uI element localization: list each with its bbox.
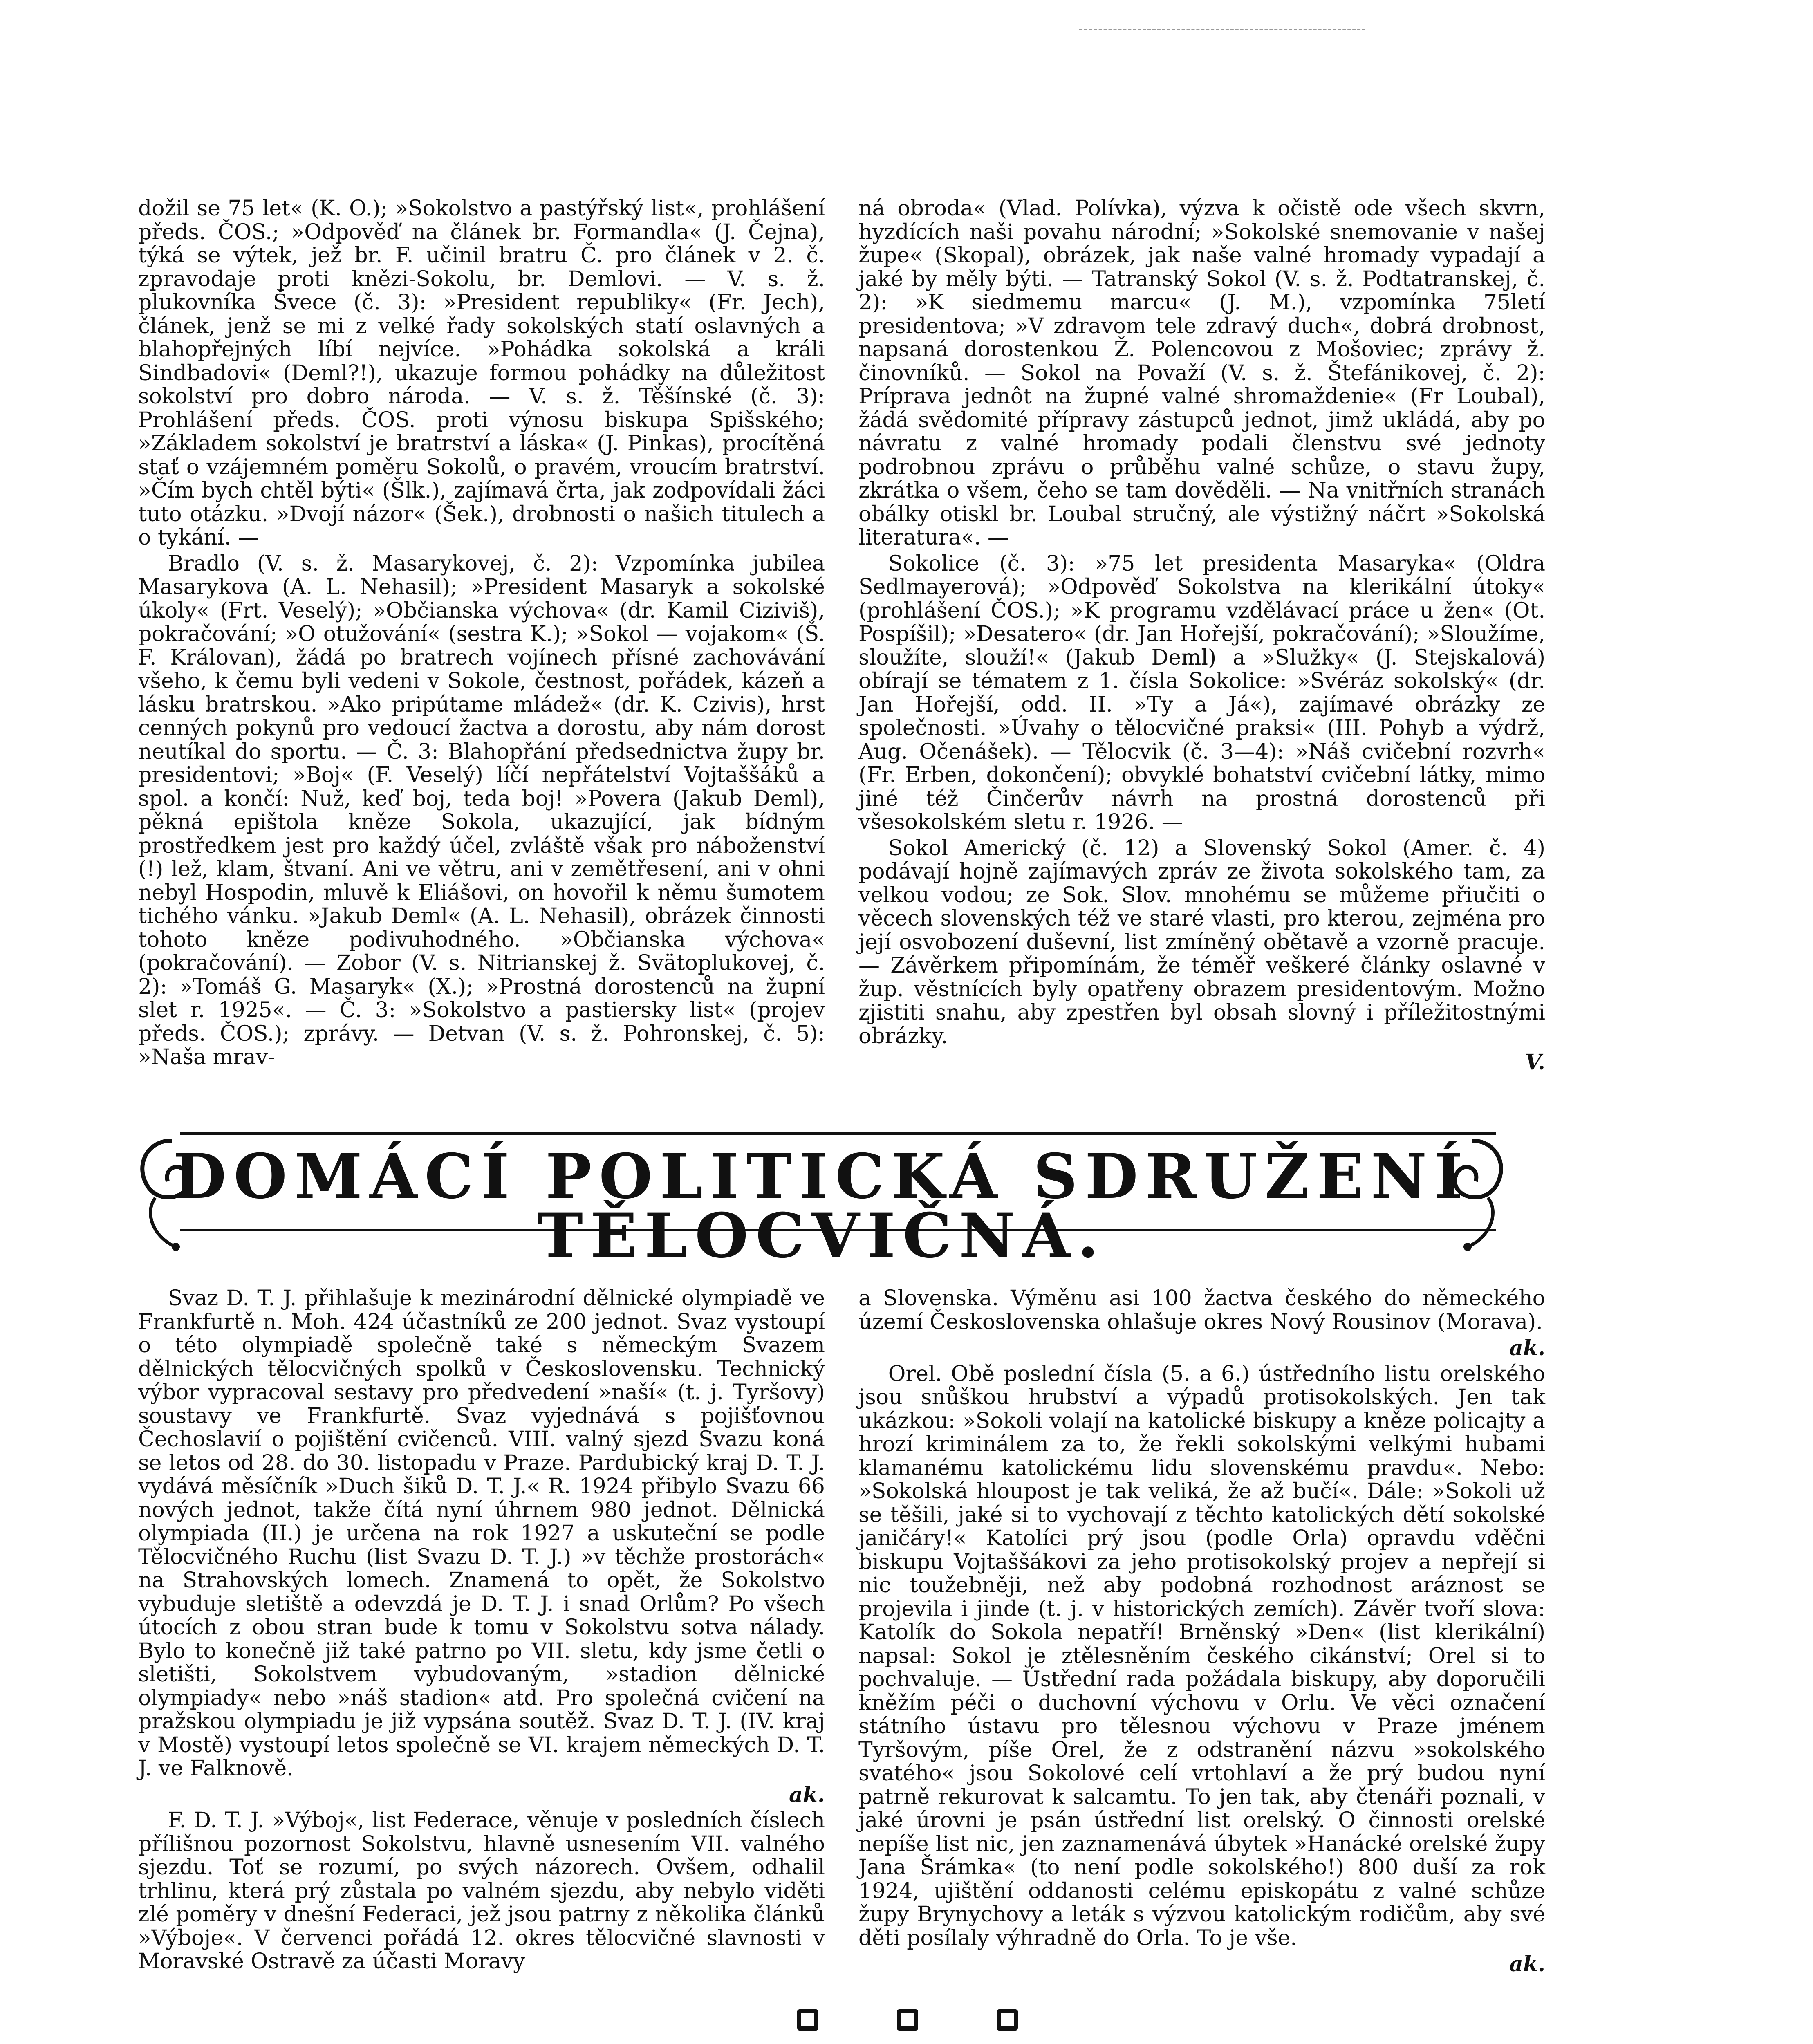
square-icon (997, 2009, 1018, 2031)
ornament-right-icon (1431, 1132, 1513, 1255)
section-title-line2: TĚLOCVIČNÁ. (537, 1200, 1106, 1272)
paragraph: Svaz D. T. J. přihlašuje k mezinárodní dělnické olympiadě ve Frankfurtě n. Moh. 424 účastníků ze 200 jednot. Svaz vystoupí o této olympiadě společně také s německým Svazem dělnických tělocvičných spolků v Československu. Technický výbor vypracoval sestavy pro předvedení »naší« (t. j. Tyršovy) soustavy ve Frankfurtě. Svaz vyjednává s pojišťovnou Čechoslavií o pojištění cvičenců. VIII. valný sjezd Svazu koná se letos od 28. do 30. listopadu v Praze. Pardubický kraj D. T. J. vydává měsíčník »Duch šiků D. T. J.« R. 1924 přibylo Svazu 66 nových jednot, takže čítá nyní úhrnem 980 jednot. Dělnická olympiada (II.) je určena na rok 1927 a uskuteční se podle Tělocvičného Ruchu (list Svazu D. T. J.) »v těchže prostorách« na Strahovských lomech. Znamená to opět, že Sokolstvo vybuduje sletiště a odevzdá je D. T. J. i snad Orlům? Po všech útocích z obou stran bude k tomu v Sokolstvu sotva nálady. Bylo to konečně již také patrno po VII. sletu, kdy jsme četli o sletišti, Sokolstvem vybudovaným, »stadion dělnické olympiady« nebo »náš stadion« atd. Pro společná cvičení na pražskou olympiadu je již vypsána soutěž. Svaz D. T. J. (IV. kraj v Mostě) vystoupí letos společně se VI. krajem německých D. T. J. ve Falknově. (138, 1286, 825, 1781)
paragraph: a Slovenska. Výměnu asi 100 žactva českého do německého území Československa ohlašuje okres Nový Rousinov (Morava). (858, 1286, 1545, 1334)
paragraph: Bradlo (V. s. ž. Masarykovej, č. 2): Vzpomínka jubilea Masarykova (A. L. Nehasil); »President Masaryk a sokolské úkoly« (Frt. Veselý); »Občianska výchova« (dr. Kamil Ciziviš), pokračování; »O otužování« (sestra K.); »Sokol — vojakom« (Š. F. Královan), žádá po bratrech vojínech přísné zachovávání všeho, k čemu byli vedeni v Sokole, čestnost, pořádek, kázeň a lásku bratrskou. »Ako pripútame mládež« (dr. K. Czivis), hrst cenných pokynů pro vedoucí žactva a dorostu, aby nám dorost neutíkal do sportu. — Č. 3: Blahopřání předsednictva župy br. presidentovi; »Boj« (F. Veselý) líčí nepřátelství Vojtaššáků a spol. a končí: Nuž, keď boj, teda boj! »Povera (Jakub Deml), pěkná epištola kněze Sokola, ukazující, jak bídným prostředkem jest pro každý účel, zvláště však pro náboženství (!) lež, klam, štvaní. Ani ve větru, ani v zemětřesení, ani v ohni nebyl Hospodin, mluvě k Eliášovi, on hovořil k němu šumotem tichého vánku. »Jakub Deml« (A. L. Nehasil), obrázek činnosti tohoto kněze podivuhodného. »Občianska výchova« (pokračování). — Zobor (V. s. Nitrianskej ž. Svätoplukovej, č. 2): »Tomáš G. Masaryk« (X.); »Prostná dorostenců na župní slet r. 1925«. — Č. 3: »Sokolstvo a pastiersky list« (projev předs. ČOS.); zprávy. — Detvan (V. s. ž. Pohronskej, č. 5): »Naša mrav- (138, 551, 825, 1069)
column-bottom-right (858, 1287, 1545, 1979)
section-title-line1: DOMÁCÍ POLITICKÁ SDRUŽENÍ (173, 1141, 1470, 1213)
signature: V. (1525, 1050, 1545, 1075)
signature: ak. (789, 1782, 825, 1807)
signature: ak. (1509, 1336, 1545, 1360)
signature: ak. (1509, 1952, 1545, 1977)
separator-marks (797, 2009, 1018, 2038)
column-bottom-left (138, 1287, 825, 1976)
paragraph: Sokolice (č. 3): »75 let presidenta Masaryka« (Oldra Sedlmayerová); »Odpověď Sokolstva na klerikální útoky« (prohlášení ČOS.); »K programu vzdělávací práce u žen« (Ot. Pospíšil); »Desatero« (dr. Jan Hořejší, pokračování); »Sloužíme, sloužíte, slouží!« (Jakub Deml) a »Služky« (J. Stejskalová) obírají se tématem z 1. čísla Sokolice: »Svéráz sokolský« (dr. Jan Hořejší, odd. II. »Ty a Já«), zajímavé obrázky ze společnosti. »Úvahy o tělocvičné praksi« (III. Pohyb a výdrž, Aug. Očenášek). — Tělocvik (č. 3—4): »Náš cvičební rozvrh« (Fr. Erben, dokončení); obvyklé bohatství cvičební látky, mimo jiné též Činčerův návrh na prostná dorostenců při všesokolském sletu r. 1926. — (858, 551, 1545, 834)
paragraph: dožil se 75 let« (K. O.); »Sokolstvo a pastýřský list«, prohlášení předs. ČOS.; »Odpověď na článek br. Formandla« (J. Čejna), týká se výtek, jež br. F. učinil bratru Č. pro článek v 2. č. zpravodaje proti knězi-Sokolu, br. Demlovi. — V. s. ž. plukovníka Švece (č. 3): »President republiky« (Fr. Jech), článek, jenž se mi z velké řady sokolských statí oslavných a blahopřejných líbí nejvíce. »Pohádka sokolská a králi Sindbadovi« (Deml?!), ukazuje formou pohádky na důležitost sokolství pro dobro národa. — V. s. ž. Těšínské (č. 3): Prohlášení předs. ČOS. proti výnosu biskupa Spišského; »Základem sokolství je bratrství a láska« (J. Pinkas), procítěná stať o vzájemném poměru Sokolů, o pravém, vroucím bratrství. »Čím bych chtěl býti« (Šlk.), zajímavá črta, jak zodpovídali žáci tuto otázku. »Dvojí názor« (Šek.), drobnosti o našich titulech a o tykání. — (138, 196, 825, 550)
paragraph: Sokol Americký (č. 12) a Slovenský Sokol (Amer. č. 4) podávají hojně zajímavých zpráv ze života sokolského tam, za velkou vodou; ze Sok. Slov. mnohému se můžeme přiučiti o věcech slovenských též ve staré vlasti, pro kterou, zejména pro její osvobození duševní, list zmíněný obětavě a vzorně pracuje. — Závěrkem připomínám, že téměř veškeré články oslavné v žup. věstnících byly opatřeny obrazem presidentovým. Možno zjistiti snahu, aby zpestřen byl obsah slovný i příležitostnými obrázky. (858, 836, 1545, 1049)
page-top-mark (1079, 0, 1365, 30)
section-header (131, 1116, 1513, 1271)
paragraph: F. D. T. J. »Výboj«, list Federace, věnuje v posledních číslech přílišnou pozornost Sokolstvu, hlavně usnesením VII. valného sjezdu. Toť se rozumí, po svých názorech. Ovšem, odhalil trhlinu, která prý zůstala po valném sjezdu, aby nebylo viděti zlé poměry v dnešní Federaci, jež jsou patrny z několika článků »Výboje«. V červenci pořádá 12. okres tělocvičné slavnosti v Moravské Ostravě za účasti Moravy (138, 1808, 825, 1974)
paragraph: ná obroda« (Vlad. Polívka), výzva k očistě ode všech skvrn, hyzdících naši povahu národní; »Sokolské snemovanie v našej župe« (Skopal), obrázek, jak naše valné hromady vypadají a jaké by měly býti. — Tatranský Sokol (V. s. ž. Podtatranskej, č. 2): »K siedmemu marcu« (J. M.), vzpomínka 75letí presidentova; »V zdravom tele zdravý duch«, dobrá drobnost, napsaná dorostenkou Ž. Polencovou z Mošoviec; zprávy ž. činovníků. — Sokol na Považí (V. s. ž. Štefánikovej, č. 2): Príprava jednôt na župné valné shromaždenie« (Fr Loubal), žádá svědomité přípravy zástupců jednot, jimž ukládá, aby po návratu z valné hromady podali členstvu své jednoty podrobnou zprávu o průběhu valné schůze, o stavu župy, zkrátka o všem, čeho se tam dověděli. — Na vnitřních stranách obálky otiskl br. Loubal stručný, ale výstižný náčrt »Sokolská literatura«. — (858, 196, 1545, 550)
square-icon (897, 2009, 918, 2031)
square-icon (797, 2009, 818, 2031)
paragraph: Orel. Obě poslední čísla (5. a 6.) ústředního listu orelského jsou snůškou hrubství a výpadů protisokolských. Jen tak ukázkou: »Sokoli volají na katolické biskupy a kněze policajty a hrozí kriminálem za to, že řekli sokolskými velkými hubami klamanému katolickému lidu slovenskému pravdu«. Nebo: »Sokolská hloupost je tak veliká, že až bučí«. Dále: »Sokoli už se těšili, jaké si to vychovají z těchto katolických dětí sokolské janičáry!« Katolíci prý jsou (podle Orla) opravdu vděčni biskupu Vojtaššákovi za jeho protisokolský projev a nepřejí si nic toužebněji, než aby podobná rozhodnost aráznost se projevila i jinde (t. j. v historických zemích). Závěr tvoří slova: Katolík do Sokola nepatří! Brněnský »Den« (list klerikální) napsal: Sokol je ztělesněním českého cikánství; Orel si to pochvaluje. — Ústřední rada požádala biskupy, aby doporučili kněžím péči o duchovní výchovu v Orlu. Ve věci označení státního ústavu pro tělesnou výchovu v Praze jménem Tyršovým, píše Orel, že z odstranění názvu »sokolského svatého« jsou Sokolové celí vrtohlaví a že prý budou nyní patrně rekurovat k salcamtu. To jen tak, aby čtenáři poznali, v jaké úrovni je psán ústřední list orelský. O činnosti orelské nepíše list nic, jen zaznamenává úbytek »Hanácké orelské župy Jana Šrámka« (to není podle sokolského!) 800 duší za rok 1924, ujištění oddanosti celému episkopátu z valné schůze župy Brynychovy a leták s výzvou katolickým rodičům, aby své děti posílaly výhradně do Orla. To je vše. (858, 1361, 1545, 1950)
column-top-right (858, 197, 1545, 1077)
column-top-left (138, 197, 825, 1072)
